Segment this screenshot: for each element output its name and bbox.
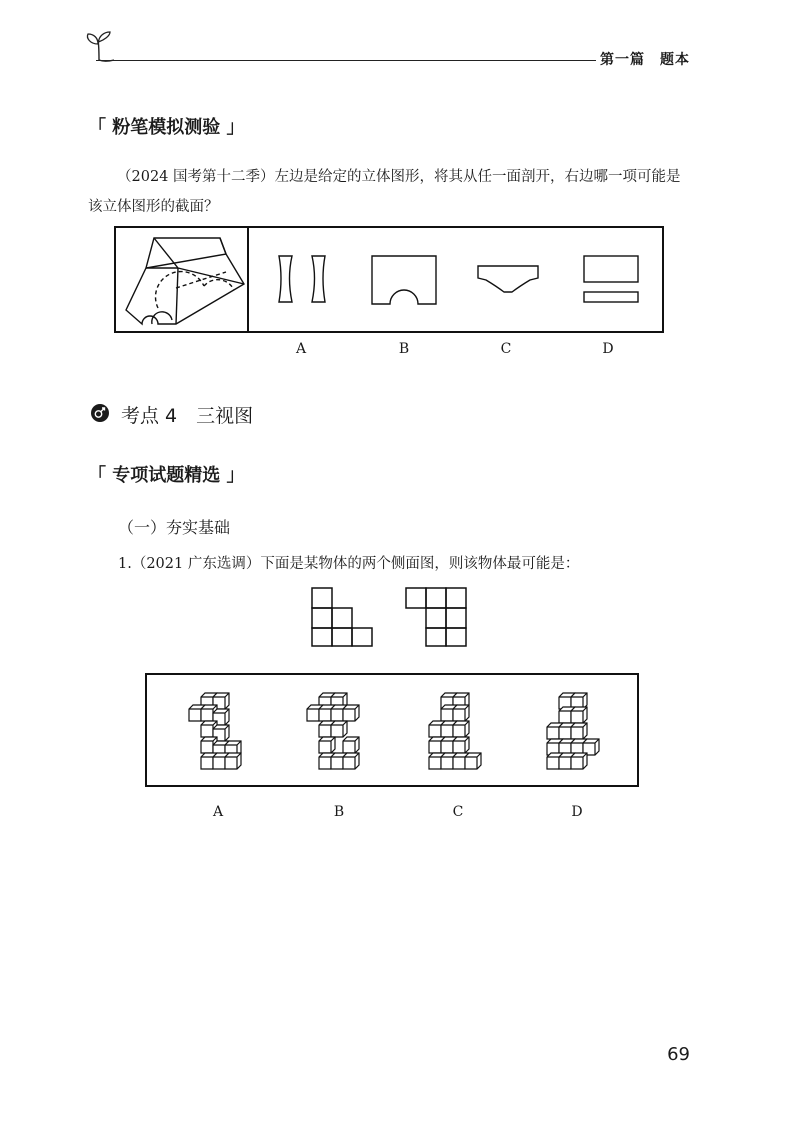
option-b-cubes (307, 693, 359, 769)
cube-option-d-label: D (571, 804, 583, 820)
cube-option-c-label: C (452, 804, 464, 820)
mock-test-question: （2024 国考第十二季）左边是给定的立体图形，将其从任一面剖开，右边哪一项可能是该立体图形的截面？ (88, 169, 681, 215)
section-title: 第一篇 题本 (600, 52, 690, 68)
option-d-cubes (547, 693, 599, 769)
side-view-figure (310, 586, 470, 648)
option-d-shape (584, 256, 638, 302)
practice-heading: 「 专项试题精选 」 (88, 465, 245, 486)
option-a-label: A (295, 341, 307, 357)
option-c-shape (478, 266, 538, 292)
cube-options-figure (145, 673, 639, 787)
header-rule (96, 60, 596, 61)
cube-option-a-label: A (212, 804, 224, 820)
option-c-label: C (500, 341, 512, 357)
option-a-cubes (189, 693, 241, 769)
option-b-label: B (398, 341, 410, 357)
option-d-label: D (602, 341, 614, 357)
page-number: 69 (667, 1044, 690, 1065)
question-1: 1.（2021 广东选调）下面是某物体的两个侧面图，则该物体最可能是： (118, 556, 580, 572)
topic-bullet-icon (90, 403, 110, 423)
cross-section-figure (114, 226, 664, 333)
practice-subheading: （一）夯实基础 (118, 518, 231, 537)
option-c-cubes (429, 693, 481, 769)
option-a-shape (279, 256, 325, 302)
given-solid (126, 238, 244, 324)
option-b-shape (372, 256, 436, 304)
mock-test-heading: 「 粉笔模拟测验 」 (88, 117, 245, 138)
cube-option-b-label: B (333, 804, 345, 820)
topic-heading: 考点 4 三视图 (121, 405, 254, 427)
sprout-icon (84, 30, 114, 62)
